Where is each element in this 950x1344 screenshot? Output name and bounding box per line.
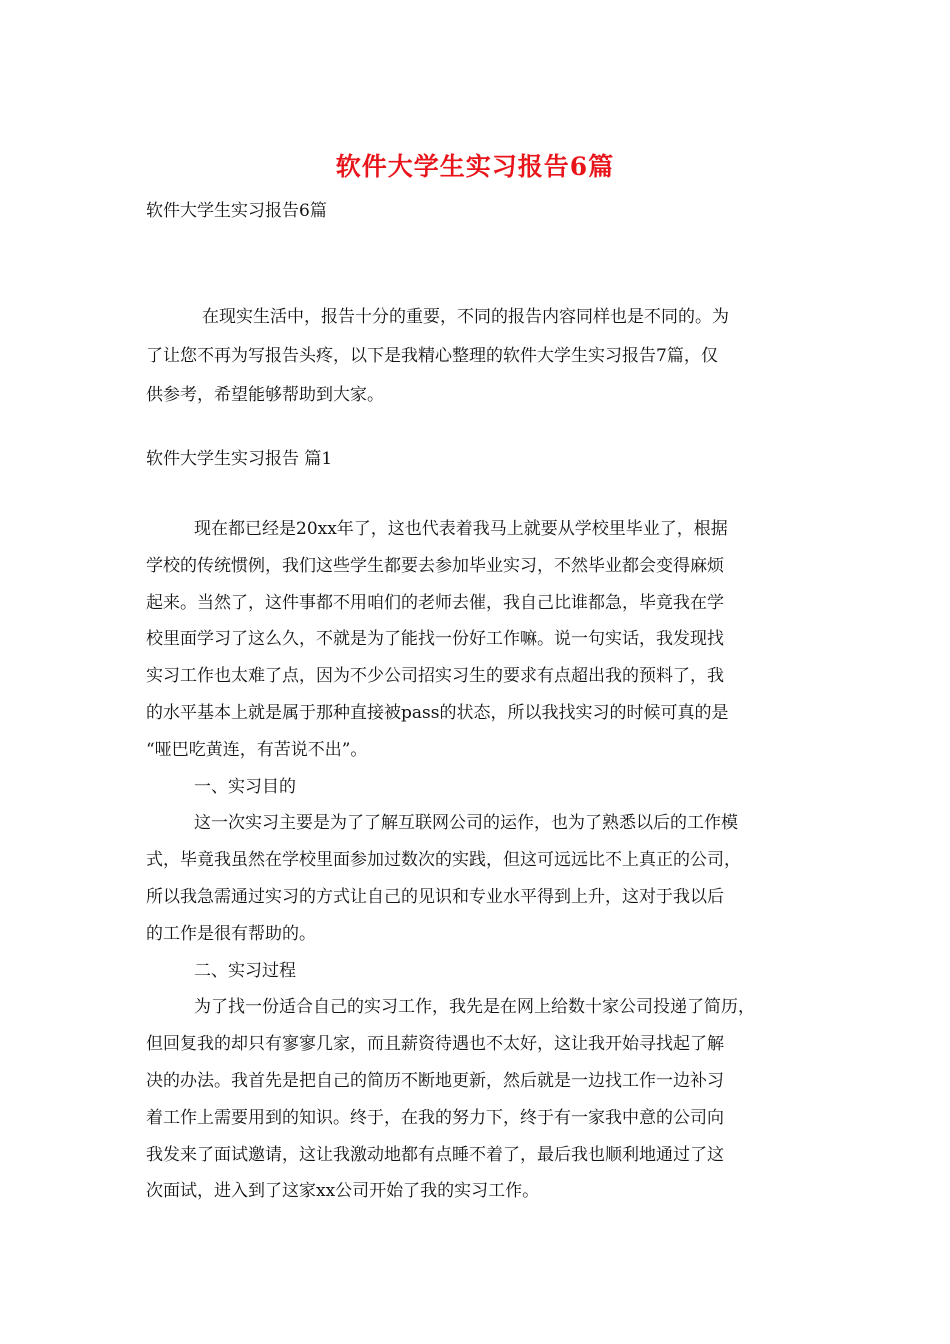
intro-line: 了让您不再为写报告头疼，以下是我精心整理的软件大学生实习报告7篇，仅 xyxy=(146,346,718,366)
subsection-heading: 一、实习目的 xyxy=(194,776,296,797)
subsection-heading: 二、实习过程 xyxy=(194,960,296,981)
paragraph-line: 但回复我的却只有寥寥几家，而且薪资待遇也不太好，这让我开始寻找起了解 xyxy=(146,1034,724,1055)
paragraph-line: 次面试，进入到了这家xx公司开始了我的实习工作。 xyxy=(146,1181,540,1202)
paragraph-line: 实习工作也太难了点，因为不少公司招实习生的要求有点超出我的预料了，我 xyxy=(146,666,724,687)
paragraph-line: 现在都已经是20xx年了，这也代表着我马上就要从学校里毕业了，根据 xyxy=(194,519,728,539)
paragraph-line: 着工作上需要用到的知识。终于，在我的努力下，终于有一家我中意的公司向 xyxy=(146,1107,724,1128)
paragraph-line: 起来。当然了，这件事都不用咱们的老师去催，我自己比谁都急，毕竟我在学 xyxy=(146,592,724,613)
paragraph-line: 为了找一份适合自己的实习工作，我先是在网上给数十家公司投递了简历， xyxy=(194,997,755,1018)
paragraph-line: “哑巴吃黄连，有苦说不出”。 xyxy=(146,739,368,760)
paragraph-line: 这一次实习主要是为了了解互联网公司的运作，也为了熟悉以后的工作模 xyxy=(194,813,738,834)
paragraph-line: 所以我急需通过实习的方式让自己的见识和专业水平得到上升，这对于我以后 xyxy=(146,886,724,907)
intro-paragraph xyxy=(146,298,826,415)
paragraph-line: 的水平基本上就是属于那种直接被pass的状态，所以我找实习的时候可真的是 xyxy=(146,702,729,723)
intro-line: 供参考，希望能够帮助到大家。 xyxy=(146,385,384,405)
body-text xyxy=(146,511,836,1210)
paragraph-line: 学校的传统惯例，我们这些学生都要去参加毕业实习，不然毕业都会变得麻烦 xyxy=(146,555,724,576)
document-title: 软件大学生实习报告6篇 xyxy=(335,152,615,181)
document-subtitle: 软件大学生实习报告6篇 xyxy=(146,201,327,221)
paragraph-line: 校里面学习了这么久，不就是为了能找一份好工作嘛。说一句实话，我发现找 xyxy=(146,629,724,650)
section-heading: 软件大学生实习报告 篇1 xyxy=(146,449,333,469)
paragraph-line: 式，毕竟我虽然在学校里面参加过数次的实践，但这可远远比不上真正的公司， xyxy=(146,850,741,871)
paragraph-line: 的工作是很有帮助的。 xyxy=(146,923,316,944)
paragraph-line: 决的办法。我首先是把自己的简历不断地更新，然后就是一边找工作一边补习 xyxy=(146,1070,724,1091)
intro-line: 在现实生活中，报告十分的重要，不同的报告内容同样也是不同的。为 xyxy=(202,307,729,327)
paragraph-line: 我发来了面试邀请，这让我激动地都有点睡不着了，最后我也顺利地通过了这 xyxy=(146,1144,724,1165)
